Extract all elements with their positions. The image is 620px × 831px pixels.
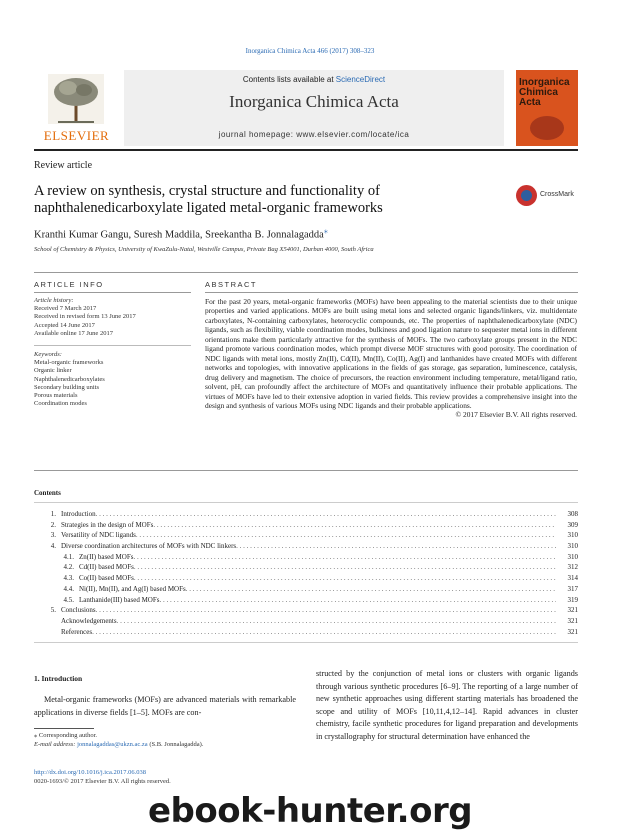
contents-heading: Contents xyxy=(34,489,61,497)
toc-label: Lanthanide(III) based MOFs xyxy=(79,595,160,604)
cover-graphic xyxy=(530,116,564,140)
toc-entry[interactable] xyxy=(34,562,578,573)
toc-leader xyxy=(136,530,556,541)
elsevier-logo xyxy=(34,70,119,148)
article-info xyxy=(34,297,191,408)
abstract-heading: ABSTRACT xyxy=(205,280,258,289)
introduction-text-left: Metal-organic frameworks (MOFs) are advanced materials with remarkable applications in diverse fields [1–5]. MOFs are con- xyxy=(34,695,296,717)
toc-label: Acknowledgements xyxy=(61,616,117,625)
introduction-text-right: structed by the conjunction of metal ions or clusters with organic ligands through various synthetic procedures [6–9]. The reporting of a large number of new synthetic approaches using different starting materials has broadened the scope and utility of MOFs [10,11,4,12–14]. Rapid advances in cluster chemistry, facile synthetic procedures for ligand preparation and developments in crystallography for structural determination have enhanced the xyxy=(316,669,578,741)
toc-leader xyxy=(96,509,556,520)
history-item: Received in revised form 13 June 2017 xyxy=(34,313,136,321)
article-title: A review on synthesis, crystal structure and functionality of naphthalenedicarboxylate ligated metal-organic frameworks xyxy=(34,183,383,216)
toc-page: 310 xyxy=(567,552,578,561)
toc-entry[interactable] xyxy=(34,584,578,595)
journal-cover xyxy=(516,70,578,146)
elsevier-wordmark: ELSEVIER xyxy=(43,128,110,143)
toc-number: 2. xyxy=(50,520,56,529)
toc-entry[interactable] xyxy=(34,605,578,616)
toc-entry[interactable] xyxy=(34,616,578,627)
cover-title: Inorganica Chimica Acta xyxy=(519,77,570,108)
email-link[interactable]: jonnalagaddas@ukzn.ac.za xyxy=(77,741,148,748)
toc-leader xyxy=(236,541,556,552)
toc-page: 309 xyxy=(567,520,578,529)
history-item: Accepted 14 June 2017 xyxy=(34,321,95,329)
toc-number: 4.1. xyxy=(63,552,74,561)
toc-number: 3. xyxy=(50,531,56,540)
toc-page: 321 xyxy=(567,627,578,636)
divider xyxy=(34,345,191,346)
journal-homepage[interactable]: journal homepage: www.elsevier.com/locate/ica xyxy=(218,130,410,139)
toc-entry[interactable] xyxy=(34,509,578,520)
corresponding-author-mark[interactable]: ⁎ xyxy=(323,226,328,235)
footnote xyxy=(34,731,296,749)
corresponding-author-note: ⁎ Corresponding author. xyxy=(34,732,98,739)
issn-line: 0020-1693/© 2017 Elsevier B.V. All rights reserved. xyxy=(34,778,171,785)
keyword: Organic linker xyxy=(34,367,72,375)
email-line: E-mail address: jonnalagaddas@ukzn.ac.za (S.B. Jonnalagadda). xyxy=(34,741,204,748)
history-label: Article history: xyxy=(34,297,74,304)
toc-number: 4.5. xyxy=(63,595,74,604)
toc-label: Diverse coordination architectures of MOFs with NDC linkers xyxy=(61,542,237,551)
toc-leader xyxy=(153,520,556,531)
article-info-heading: ARTICLE INFO xyxy=(34,280,104,289)
history-item: Received 7 March 2017 xyxy=(34,305,97,313)
toc-leader xyxy=(117,616,556,627)
toc-number: 5. xyxy=(50,606,56,615)
toc-label: Introduction xyxy=(61,510,96,518)
header-rule xyxy=(34,149,578,151)
introduction-heading: 1. Introduction xyxy=(34,674,83,683)
toc-leader xyxy=(134,573,556,584)
toc-entry[interactable] xyxy=(34,627,578,638)
toc-leader xyxy=(96,605,556,616)
crossmark-label: CrossMark xyxy=(540,191,574,198)
toc-page: 312 xyxy=(567,563,578,572)
divider xyxy=(34,292,191,293)
toc-entry[interactable] xyxy=(34,573,578,584)
toc-entry[interactable] xyxy=(34,541,578,552)
sciencedirect-link[interactable]: ScienceDirect xyxy=(335,75,386,84)
elsevier-tree-icon xyxy=(48,74,104,124)
toc-number xyxy=(34,616,61,627)
toc-label: Versatility of NDC ligands xyxy=(61,531,136,540)
divider xyxy=(205,292,578,293)
history-item: Available online 17 June 2017 xyxy=(34,329,113,337)
toc-entry[interactable] xyxy=(34,520,578,531)
toc-entry[interactable] xyxy=(34,530,578,541)
crossmark-icon xyxy=(516,185,537,206)
journal-name: Inorganica Chimica Acta xyxy=(229,92,399,111)
article-type: Review article xyxy=(34,160,93,171)
doi-link[interactable]: http://dx.doi.org/10.1016/j.ica.2017.06.038 xyxy=(34,769,147,776)
copyright: © 2017 Elsevier B.V. All rights reserved. xyxy=(455,410,577,420)
doi-block xyxy=(34,768,171,786)
toc-leader xyxy=(92,627,556,638)
crossmark-button[interactable] xyxy=(516,185,581,215)
toc-entry[interactable] xyxy=(34,595,578,606)
contents-available: Contents lists available at ScienceDirect xyxy=(242,75,386,84)
toc-label: Zn(II) based MOFs xyxy=(79,552,134,561)
toc-page: 314 xyxy=(567,574,578,583)
toc-page: 321 xyxy=(567,616,578,625)
toc-page: 319 xyxy=(567,595,578,604)
toc-number xyxy=(34,627,61,638)
toc-leader xyxy=(134,562,556,573)
toc-number: 4.3. xyxy=(63,574,74,583)
toc-leader xyxy=(133,552,556,563)
keywords-label: Keywords: xyxy=(34,351,62,359)
journal-banner xyxy=(124,70,504,146)
divider xyxy=(34,272,578,273)
journal-reference[interactable]: Inorganica Chimica Acta 466 (2017) 308–323 xyxy=(245,47,375,55)
abstract xyxy=(205,297,577,420)
footnote-rule xyxy=(34,728,94,729)
toc-number: 4.2. xyxy=(63,563,74,572)
author-list: Kranthi Kumar Gangu, Suresh Maddila, Sreekantha B. Jonnalagadda⁎ xyxy=(34,226,328,241)
toc-leader xyxy=(159,595,556,606)
keyword: Metal-organic frameworks xyxy=(34,359,104,367)
keyword: Secondary building units xyxy=(34,383,99,391)
toc-page: 310 xyxy=(567,542,578,551)
toc-label: Co(II) based MOFs xyxy=(79,574,134,583)
keyword: Porous materials xyxy=(34,392,78,400)
keyword: Naphthalenedicarboxylates xyxy=(34,375,105,383)
toc-number: 4.4. xyxy=(63,584,74,593)
abstract-text: For the past 20 years, metal-organic frameworks (MOFs) have been appealing to the material scientists due to their unique properties and varied applications. MOFs are built using metal ions and selected organic ligands/linkers, viz. multidentate carboxylates, N-containing carboxylates, heterocyclic compounds, etc. The properties of naphthalenedicarboxylate (NDC) ligands, such as flexibility, viable coordination modes, bulkiness and good ligation nature to sequester metal ions in different orientations make them particularly attractive for the synthesis of MOFs. The two carboxylate groups present in the NDC ligand promote various coordination modes, which prompt diverse MOF structures with good porosity. The coordination of NDC ligands with metal ions, mostly Zn(II), Cd(II), Mn(II), Co(II), Ag(I) and lanthanides have created MOFs with different networks and topologies, with innovative applications in the fields of gas storage, gas separation, luminescence, catalysis, drug delivery and magnetism. The choice of precursors, the reaction environment including temperature, metal/ligand ratio, solvent, pH, can profoundly affect the architecture of MOFs and quantitatively influence their probable applications. The virtues of MOFs have led to their extensive adoption in varied fields. This review provides a comprehensive insight into the design and synthesis of various MOFs using NDC ligands and their probable applications. xyxy=(205,297,577,410)
toc-page: 308 xyxy=(567,510,578,518)
divider xyxy=(34,642,578,643)
keyword: Coordination modes xyxy=(34,400,87,408)
watermark: ebook-hunter.org xyxy=(148,791,473,831)
toc-label: Ni(II), Mn(II), and Ag(I) based MOFs xyxy=(79,584,186,593)
table-of-contents xyxy=(34,509,578,637)
toc-page: 317 xyxy=(567,584,578,593)
affiliation: School of Chemistry & Physics, University of KwaZulu-Natal, Westville Campus, Private Bag X54001, Durban 4000, South Africa xyxy=(34,246,374,253)
toc-label: References xyxy=(61,627,93,636)
toc-number: 1. xyxy=(50,510,56,518)
toc-leader xyxy=(186,584,556,595)
divider xyxy=(34,470,578,471)
toc-page: 321 xyxy=(567,606,578,615)
toc-page: 310 xyxy=(567,531,578,540)
toc-label: Strategies in the design of MOFs xyxy=(61,520,154,529)
divider xyxy=(34,502,578,503)
toc-label: Conclusions xyxy=(61,606,96,615)
toc-label: Cd(II) based MOFs xyxy=(79,563,134,572)
toc-number: 4. xyxy=(50,542,56,551)
toc-entry[interactable] xyxy=(34,552,578,563)
